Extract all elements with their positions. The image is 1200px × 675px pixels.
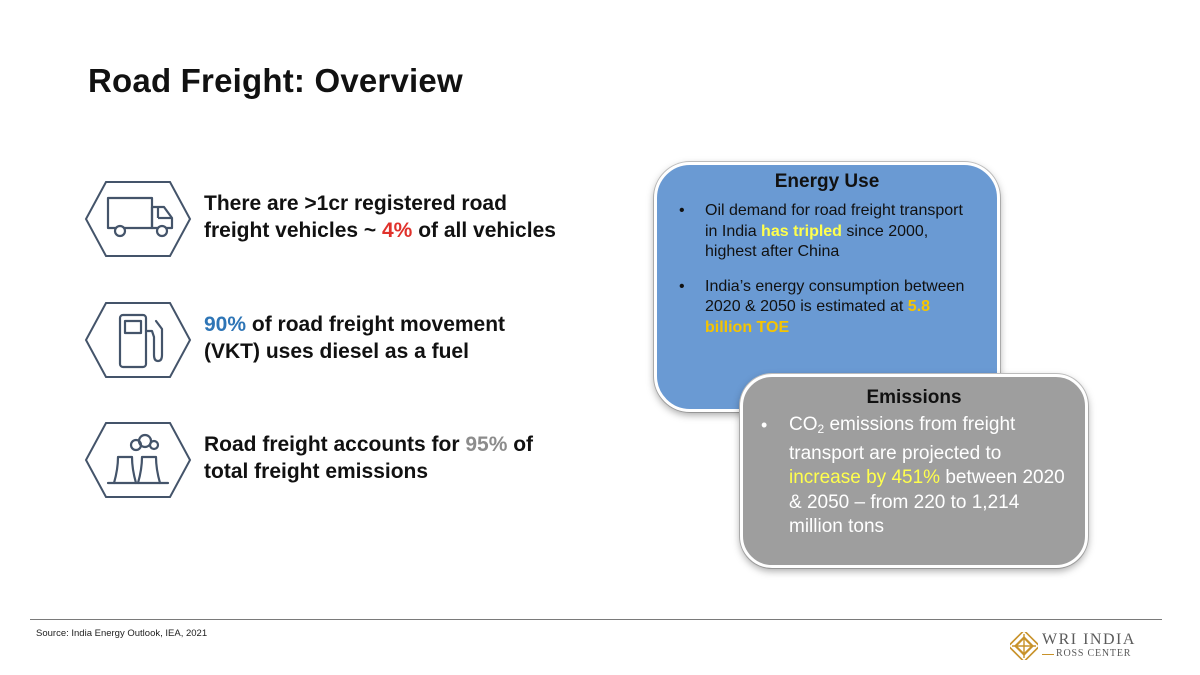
bullet-icon: • [679, 202, 685, 219]
stat-vehicles-text [204, 190, 624, 244]
fuel-pump-icon [84, 301, 192, 379]
bullet-text: CO [789, 414, 818, 435]
stat-line: There are >1cr registered road [204, 192, 507, 215]
energy-use-bullets [677, 201, 979, 338]
list-item [677, 201, 979, 263]
energy-use-heading: Energy Use [774, 171, 880, 192]
stat-diesel-text [204, 311, 624, 365]
stat-emissions [84, 421, 604, 503]
bullet-highlight: 5.8 billion TOE [705, 298, 931, 336]
bullet-icon: • [761, 415, 768, 435]
bullet-text: India’s energy consumption between 2020 & 2050 is estimated at [705, 277, 965, 315]
logo-rule [1042, 654, 1054, 655]
factory-smoke-icon [84, 421, 192, 499]
stat-line: of all vehicles [412, 219, 556, 242]
stat-emissions-text [204, 431, 624, 485]
stat-line: of [507, 433, 534, 456]
bullet-highlight: has tripled [761, 222, 842, 240]
source-citation: Source: India Energy Outlook, IEA, 2021 [36, 628, 208, 639]
bullet-icon: • [679, 277, 685, 295]
stat-diesel [84, 301, 604, 383]
bullet-highlight: increase by 451% [789, 467, 941, 488]
emissions-bullets [757, 413, 1071, 540]
emissions-heading: Emissions [866, 387, 962, 408]
wri-knot-icon [1010, 632, 1038, 660]
bullet-text: between 2020 & 2050 – from 220 to 1,214 million tons [789, 467, 1065, 537]
stat-line: freight vehicles ~ [204, 219, 382, 242]
list-item [677, 277, 979, 339]
emissions-card [740, 374, 1088, 568]
stat-line: of road freight movement [246, 313, 506, 336]
stat-line: total freight emissions [204, 460, 429, 483]
list-item [757, 413, 1071, 540]
bullet-text: Oil demand for road freight transport in India [705, 202, 963, 240]
bullet-text: since 2000, highest after China [705, 222, 929, 260]
truck-icon [84, 180, 192, 258]
bullet-text: emissions from freight transport are projected to [789, 414, 1016, 464]
stat-highlight: 95% [465, 433, 508, 456]
stat-highlight: 90% [204, 313, 247, 336]
stat-vehicles [84, 180, 604, 262]
wri-india-logo [1010, 630, 1170, 664]
stat-line: (VKT) uses diesel as a fuel [204, 340, 469, 363]
footer-divider [30, 619, 1162, 620]
subscript: 2 [817, 422, 825, 436]
page-title: Road Freight: Overview [88, 62, 463, 99]
stat-line: Road freight accounts for [204, 433, 466, 456]
logo-line1: WRI INDIA [1042, 631, 1136, 648]
logo-line2: ROSS CENTER [1056, 648, 1132, 659]
stat-highlight: 4% [382, 219, 413, 242]
